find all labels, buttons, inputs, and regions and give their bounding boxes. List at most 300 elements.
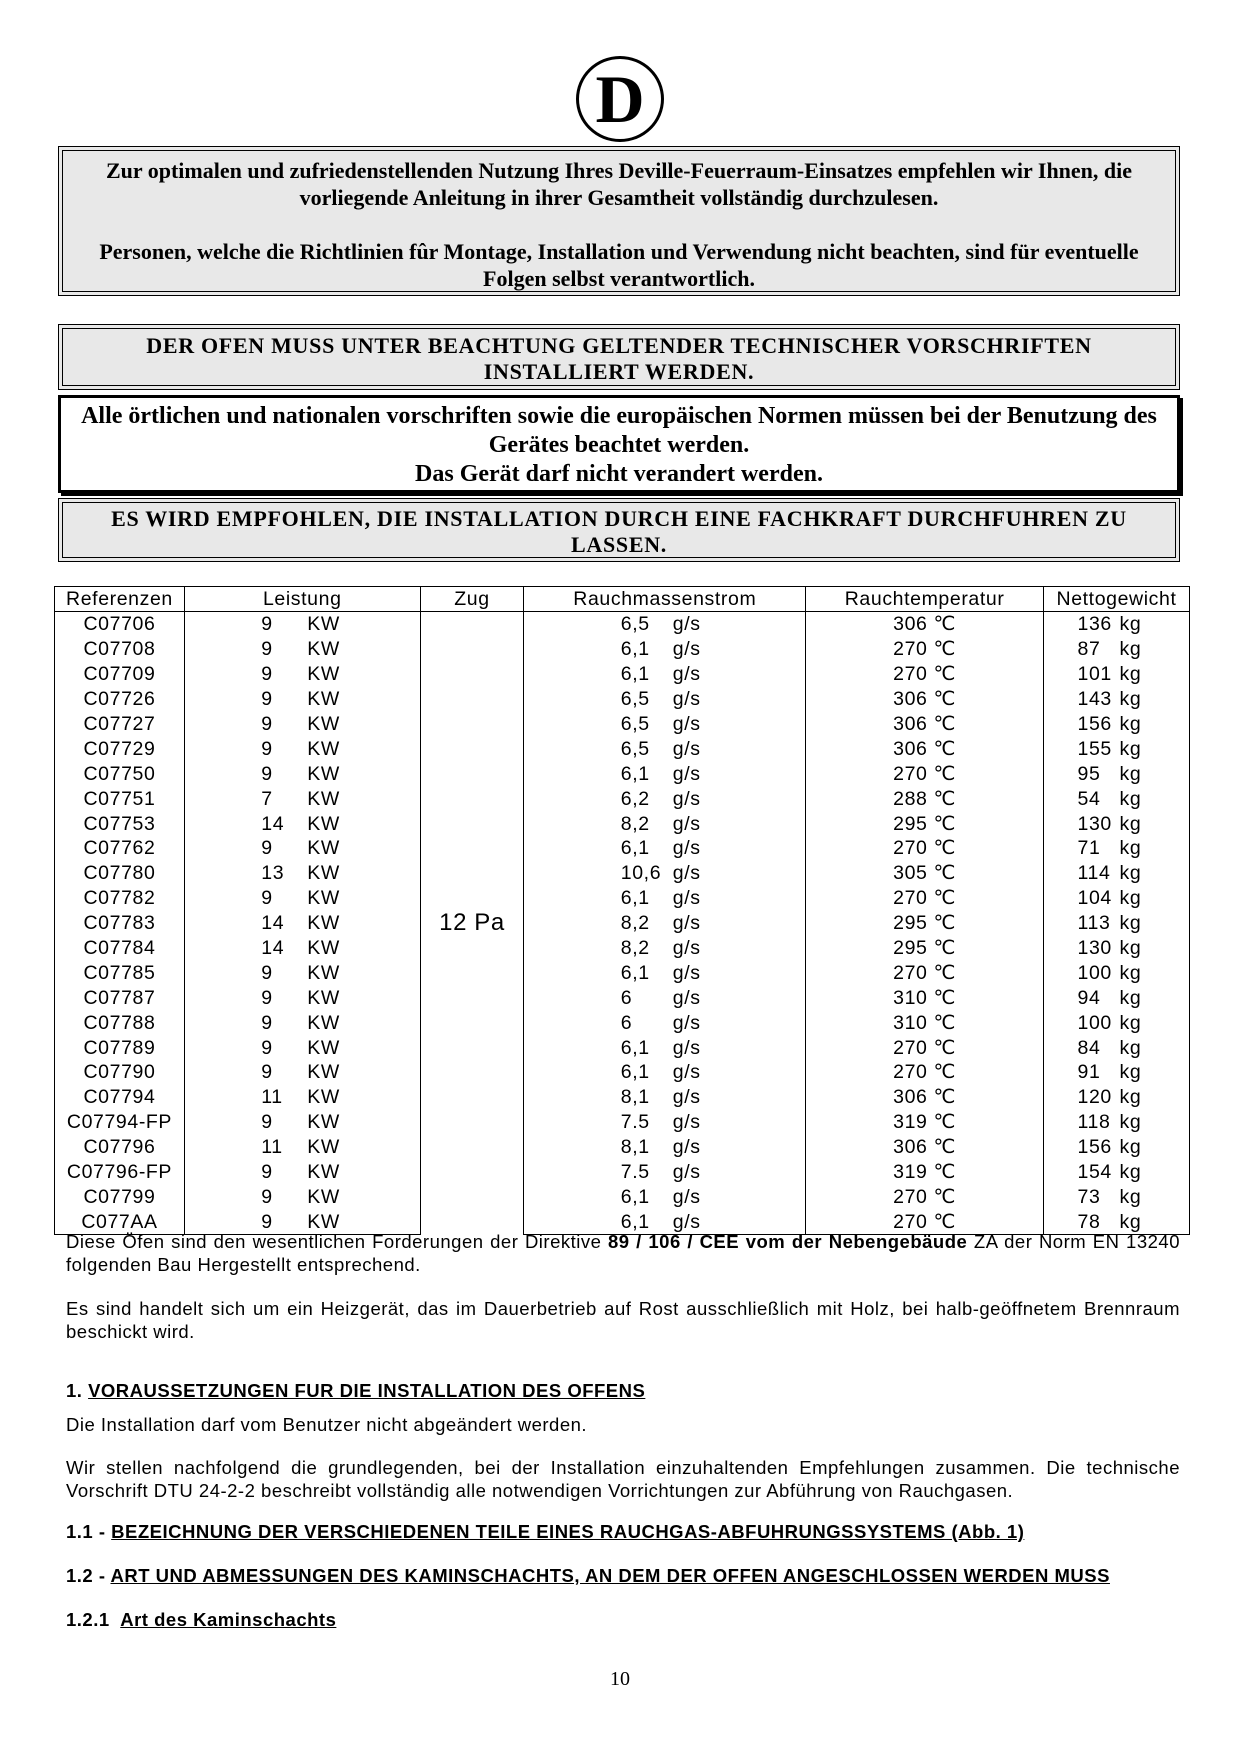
cell-flue-temperature: 270 ℃ <box>806 1184 1044 1209</box>
cell-net-weight-value: 156 <box>1077 1136 1112 1159</box>
header-net-weight: Nettogewicht <box>1044 587 1190 612</box>
cell-flue-temperature: 306 ℃ <box>806 1135 1044 1160</box>
cell-net-weight-value: 143 <box>1077 688 1112 711</box>
cell-flue-mass-flow <box>524 1060 806 1085</box>
table-row <box>55 1110 1190 1135</box>
cell-flue-mass-flow <box>524 736 806 761</box>
cell-flue-temperature: 270 ℃ <box>806 886 1044 911</box>
cell-power-unit: KW <box>307 1161 340 1184</box>
cell-net-weight-unit: kg <box>1119 1011 1142 1034</box>
table-row <box>55 811 1190 836</box>
table-row <box>55 612 1190 637</box>
cell-flue-mass-flow-value: 8,2 <box>620 812 650 835</box>
cell-net-weight <box>1044 886 1190 911</box>
cell-flue-temperature: 270 ℃ <box>806 836 1044 861</box>
cell-reference: C07790 <box>55 1060 185 1085</box>
cell-reference: C07788 <box>55 1010 185 1035</box>
cell-net-weight <box>1044 936 1190 961</box>
cell-flue-mass-flow <box>524 687 806 712</box>
cell-flue-mass-flow-unit: g/s <box>672 912 701 935</box>
section-1-1-heading <box>66 1520 1180 1543</box>
cell-flue-mass-flow <box>524 662 806 687</box>
cell-flue-mass-flow-value: 6,1 <box>620 762 650 785</box>
cell-power-value: 14 <box>261 812 285 835</box>
cell-flue-mass-flow <box>524 911 806 936</box>
cell-power <box>184 1160 420 1185</box>
cell-flue-mass-flow-value: 6,1 <box>620 887 650 910</box>
cell-flue-temperature: 319 ℃ <box>806 1160 1044 1185</box>
cell-power <box>184 1085 420 1110</box>
cell-net-weight <box>1044 637 1190 662</box>
cell-flue-mass-flow <box>524 1035 806 1060</box>
directive-paragraph <box>66 1230 1180 1276</box>
cell-power-unit: KW <box>307 762 340 785</box>
cell-flue-mass-flow-unit: g/s <box>672 762 701 785</box>
cell-power-value: 9 <box>261 1011 273 1034</box>
cell-flue-mass-flow-unit: g/s <box>672 862 701 885</box>
professional-warning <box>58 498 1180 562</box>
cell-reference: C07794-FP <box>55 1110 185 1135</box>
cell-net-weight <box>1044 1110 1190 1135</box>
header-references: Referenzen <box>55 587 185 612</box>
cell-flue-mass-flow-unit: g/s <box>672 812 701 835</box>
section-1-text-1-content: Die Installation darf vom Benutzer nicht abgeändert werden. <box>66 1414 588 1435</box>
cell-net-weight-value: 104 <box>1077 887 1112 910</box>
cell-net-weight-unit: kg <box>1119 1161 1142 1184</box>
cell-flue-mass-flow-unit: g/s <box>672 1061 701 1084</box>
cell-net-weight-value: 84 <box>1077 1036 1101 1059</box>
cell-power-value: 9 <box>261 986 273 1009</box>
professional-warning-text: ES WIRD EMPFOHLEN, DIE INSTALLATION DURCH EINE FACHKRAFT DURCHFUHREN ZU LASSEN. <box>111 506 1127 557</box>
cell-net-weight <box>1044 786 1190 811</box>
cell-power-unit: KW <box>307 986 340 1009</box>
cell-flue-mass-flow-value: 6,5 <box>620 737 650 760</box>
cell-power-value: 9 <box>261 1061 273 1084</box>
cell-flue-mass-flow-value: 6,1 <box>620 837 650 860</box>
cell-net-weight-unit: kg <box>1119 862 1142 885</box>
cell-power-value: 9 <box>261 1161 273 1184</box>
table-body <box>55 612 1190 1235</box>
cell-net-weight-unit: kg <box>1119 663 1142 686</box>
cell-power-unit: KW <box>307 887 340 910</box>
cell-net-weight <box>1044 861 1190 886</box>
cell-power <box>184 836 420 861</box>
table-row <box>55 712 1190 737</box>
cell-flue-mass-flow <box>524 836 806 861</box>
cell-power <box>184 1184 420 1209</box>
cell-flue-mass-flow-value: 8,1 <box>620 1136 650 1159</box>
cell-flue-mass-flow-value: 6,1 <box>620 961 650 984</box>
cell-flue-mass-flow <box>524 1184 806 1209</box>
cell-power-unit: KW <box>307 961 340 984</box>
cell-power-value: 9 <box>261 737 273 760</box>
section-1-1-title: BEZEICHNUNG DER VERSCHIEDENEN TEILE EINES RAUCHGAS-ABFUHRUNGSSYSTEMS (Abb. 1) <box>111 1521 1025 1542</box>
cell-power-unit: KW <box>307 1111 340 1134</box>
cell-flue-mass-flow-unit: g/s <box>672 713 701 735</box>
cell-power-value: 9 <box>261 1185 273 1208</box>
cell-net-weight <box>1044 985 1190 1010</box>
cell-power <box>184 1135 420 1160</box>
table-row <box>55 662 1190 687</box>
cell-flue-mass-flow-value: 6,5 <box>620 613 650 636</box>
cell-net-weight <box>1044 1035 1190 1060</box>
cell-net-weight-unit: kg <box>1119 1210 1142 1233</box>
table-row <box>55 1035 1190 1060</box>
cell-net-weight <box>1044 687 1190 712</box>
cell-flue-mass-flow-value: 6,2 <box>620 787 650 810</box>
section-1-1-number: 1.1 - <box>66 1521 106 1542</box>
cell-reference: C07727 <box>55 712 185 737</box>
cell-net-weight-value: 118 <box>1077 1111 1111 1134</box>
table-row <box>55 1184 1190 1209</box>
cell-flue-mass-flow-value: 6,1 <box>620 1061 650 1084</box>
cell-flue-mass-flow <box>524 1010 806 1035</box>
header-flue-mass-flow: Rauchmassenstrom <box>524 587 806 612</box>
cell-power-unit: KW <box>307 1210 340 1233</box>
cell-flue-mass-flow-unit: g/s <box>672 1111 701 1134</box>
cell-net-weight <box>1044 1160 1190 1185</box>
cell-flue-mass-flow <box>524 1110 806 1135</box>
cell-flue-temperature: 306 ℃ <box>806 712 1044 737</box>
cell-power-value: 9 <box>261 638 273 661</box>
cell-net-weight-unit: kg <box>1119 737 1142 760</box>
cell-net-weight-unit: kg <box>1119 986 1142 1009</box>
cell-net-weight-unit: kg <box>1119 937 1142 960</box>
section-1-2-title: ART UND ABMESSUNGEN DES KAMINSCHACHTS, AN DEM DER OFFEN ANGESCHLOSSEN WERDEN MUSS <box>110 1565 1110 1586</box>
cell-flue-mass-flow-unit: g/s <box>672 638 701 661</box>
cell-net-weight-unit: kg <box>1119 912 1142 935</box>
cell-net-weight-unit: kg <box>1119 1185 1142 1208</box>
cell-flue-mass-flow <box>524 612 806 637</box>
cell-net-weight-value: 73 <box>1077 1185 1101 1208</box>
cell-flue-mass-flow-value: 6,1 <box>620 1210 650 1233</box>
cell-reference: C07708 <box>55 637 185 662</box>
cell-net-weight <box>1044 911 1190 936</box>
cell-net-weight-value: 101 <box>1077 663 1112 686</box>
cell-power-unit: KW <box>307 1036 340 1059</box>
cell-flue-mass-flow-unit: g/s <box>672 1161 701 1184</box>
directive-text-before: Diese Öfen sind den wesentlichen Forderungen der Direktive <box>66 1231 608 1252</box>
cell-power <box>184 861 420 886</box>
cell-power <box>184 1060 420 1085</box>
cell-net-weight <box>1044 811 1190 836</box>
cell-flue-mass-flow-value: 6,1 <box>620 663 650 686</box>
installation-warning <box>58 324 1180 390</box>
cell-net-weight-value: 156 <box>1077 713 1112 735</box>
cell-net-weight-value: 100 <box>1077 961 1112 984</box>
cell-net-weight-value: 154 <box>1077 1161 1112 1184</box>
cell-flue-temperature: 295 ℃ <box>806 911 1044 936</box>
cell-flue-temperature: 295 ℃ <box>806 936 1044 961</box>
cell-net-weight-value: 78 <box>1077 1210 1101 1233</box>
section-1-2-number: 1.2 - <box>66 1565 106 1586</box>
cell-flue-temperature: 306 ℃ <box>806 612 1044 637</box>
cell-net-weight-value: 94 <box>1077 986 1101 1009</box>
cell-flue-temperature: 310 ℃ <box>806 1010 1044 1035</box>
cell-net-weight-unit: kg <box>1119 837 1142 860</box>
cell-net-weight <box>1044 1085 1190 1110</box>
cell-net-weight-unit: kg <box>1119 1061 1142 1084</box>
cell-flue-temperature: 270 ℃ <box>806 1209 1044 1234</box>
cell-power-unit: KW <box>307 737 340 760</box>
cell-reference: C07789 <box>55 1035 185 1060</box>
cell-power-value: 9 <box>261 961 273 984</box>
cell-flue-mass-flow <box>524 886 806 911</box>
section-1-2-1-title: Art des Kaminschachts <box>120 1609 337 1630</box>
table-row <box>55 1135 1190 1160</box>
cell-power <box>184 662 420 687</box>
cell-reference: C07784 <box>55 936 185 961</box>
table-row <box>55 911 1190 936</box>
cell-flue-temperature: 288 ℃ <box>806 786 1044 811</box>
cell-flue-temperature: 305 ℃ <box>806 861 1044 886</box>
cell-flue-mass-flow-unit: g/s <box>672 1136 701 1159</box>
cell-net-weight-unit: kg <box>1119 713 1142 735</box>
cell-flue-mass-flow-value: 7.5 <box>620 1161 650 1184</box>
cell-power-unit: KW <box>307 1011 340 1034</box>
cell-power-unit: KW <box>307 613 340 636</box>
cell-reference: C07726 <box>55 687 185 712</box>
table-row <box>55 836 1190 861</box>
cell-flue-mass-flow-value: 8,2 <box>620 937 650 960</box>
cell-flue-mass-flow <box>524 936 806 961</box>
cell-net-weight-value: 120 <box>1077 1086 1112 1109</box>
cell-flue-temperature: 270 ℃ <box>806 662 1044 687</box>
cell-flue-temperature: 295 ℃ <box>806 811 1044 836</box>
cell-flue-mass-flow-value: 6 <box>620 986 633 1009</box>
directive-text-after: ZA der Norm EN 13240 folgenden Bau Hergestellt entsprechend. <box>66 1231 1180 1275</box>
cell-power <box>184 936 420 961</box>
norms-line-1: Alle örtlichen und nationalen vorschriften sowie die europäischen Normen müssen bei der Benutzung des Gerätes beachtet werden. <box>81 403 1157 458</box>
cell-flue-mass-flow <box>524 786 806 811</box>
table-row <box>55 1085 1190 1110</box>
cell-power-value: 7 <box>261 787 273 810</box>
table-row <box>55 687 1190 712</box>
cell-power-value: 9 <box>261 713 273 735</box>
cell-net-weight-value: 130 <box>1077 937 1112 960</box>
cell-flue-temperature: 270 ℃ <box>806 1060 1044 1085</box>
cell-net-weight <box>1044 712 1190 737</box>
cell-net-weight-unit: kg <box>1119 762 1142 785</box>
cell-power-unit: KW <box>307 638 340 661</box>
cell-power-unit: KW <box>307 1136 340 1159</box>
cell-net-weight-unit: kg <box>1119 613 1142 636</box>
cell-flue-mass-flow <box>524 712 806 737</box>
cell-net-weight-unit: kg <box>1119 638 1142 661</box>
cell-flue-mass-flow-value: 6,1 <box>620 638 650 661</box>
cell-power <box>184 761 420 786</box>
cell-power <box>184 985 420 1010</box>
cell-flue-mass-flow <box>524 1160 806 1185</box>
section-1-heading <box>66 1379 1180 1402</box>
cell-reference: C07787 <box>55 985 185 1010</box>
cell-power-value: 9 <box>261 1111 273 1134</box>
cell-net-weight-unit: kg <box>1119 688 1142 711</box>
cell-flue-temperature: 310 ℃ <box>806 985 1044 1010</box>
cell-power-value: 9 <box>261 688 273 711</box>
table-row <box>55 861 1190 886</box>
cell-flue-mass-flow-unit: g/s <box>672 787 701 810</box>
cell-flue-mass-flow <box>524 1135 806 1160</box>
header-flue-temperature: Rauchtemperatur <box>806 587 1044 612</box>
cell-net-weight <box>1044 1184 1190 1209</box>
cell-net-weight-value: 136 <box>1077 613 1112 636</box>
intro-paragraph-2: Personen, welche die Richtlinien fûr Montage, Installation und Verwendung nicht beachten, sind für eventuelle Folgen selbst verantwortlich. <box>99 239 1139 291</box>
section-1-text-1 <box>66 1413 1180 1436</box>
cell-power-unit: KW <box>307 812 340 835</box>
cell-flue-mass-flow <box>524 985 806 1010</box>
cell-power <box>184 612 420 637</box>
header-power: Leistung <box>184 587 420 612</box>
cell-power-value: 14 <box>261 937 285 960</box>
table-row <box>55 1010 1190 1035</box>
cell-power <box>184 1010 420 1035</box>
cell-power-value: 9 <box>261 1210 273 1233</box>
table-row <box>55 736 1190 761</box>
cell-flue-temperature: 306 ℃ <box>806 1085 1044 1110</box>
cell-flue-mass-flow-unit: g/s <box>672 663 701 686</box>
cell-power <box>184 911 420 936</box>
usage-text: Es sind handelt sich um ein Heizgerät, das im Dauerbetrieb auf Rost ausschließlich mit Holz, bei halb-geöffnetem Brennraum beschickt wird. <box>66 1298 1180 1342</box>
cell-power <box>184 811 420 836</box>
page-number: 10 <box>610 1668 630 1690</box>
usage-paragraph <box>66 1297 1180 1343</box>
cell-power-unit: KW <box>307 937 340 960</box>
intro-paragraph-1: Zur optimalen und zufriedenstellenden Nutzung Ihres Deville-Feuerraum-Einsatzes empfehlen wir Ihnen, die vorliegende Anleitung in ihrer Gesamtheit vollständig durchzulesen. <box>105 158 1133 210</box>
cell-power <box>184 1110 420 1135</box>
norms-line-2: Das Gerät darf nicht verandert werden. <box>415 461 823 487</box>
cell-net-weight-value: 100 <box>1077 1011 1112 1034</box>
cell-reference: C077AA <box>55 1209 185 1234</box>
cell-flue-mass-flow-unit: g/s <box>672 837 701 860</box>
cell-flue-mass-flow <box>524 861 806 886</box>
table-row <box>55 786 1190 811</box>
cell-reference: C07796 <box>55 1135 185 1160</box>
section-1-text-2 <box>66 1456 1180 1502</box>
cell-power-value: 14 <box>261 912 285 935</box>
cell-net-weight-value: 54 <box>1077 787 1101 810</box>
cell-power-value: 9 <box>261 613 273 636</box>
cell-power-value: 11 <box>261 1086 283 1109</box>
table-row <box>55 637 1190 662</box>
cell-net-weight <box>1044 736 1190 761</box>
cell-power <box>184 886 420 911</box>
table-header-row <box>55 587 1190 612</box>
cell-flue-mass-flow-value: 6,5 <box>620 688 650 711</box>
cell-flue-temperature: 306 ℃ <box>806 736 1044 761</box>
cell-flue-mass-flow-unit: g/s <box>672 887 701 910</box>
cell-draft: 12 Pa <box>420 612 524 1235</box>
norms-notice <box>58 395 1180 493</box>
cell-flue-mass-flow-value: 10,6 <box>620 862 662 885</box>
cell-power-value: 9 <box>261 762 273 785</box>
table-row <box>55 1160 1190 1185</box>
directive-text-bold: 89 / 106 / CEE vom der Nebengebäude <box>608 1231 968 1252</box>
cell-power-unit: KW <box>307 713 340 735</box>
cell-power-value: 9 <box>261 1036 273 1059</box>
cell-reference: C07785 <box>55 960 185 985</box>
cell-flue-mass-flow-value: 6 <box>620 1011 633 1034</box>
cell-power-value: 9 <box>261 837 273 860</box>
table-row <box>55 1060 1190 1085</box>
section-1-text-2-content: Wir stellen nachfolgend die grundlegenden, bei der Installation einzuhaltenden Empfehlungen zusammen. Die technische Vorschrift DTU 24-2-2 beschreibt vollständig alle notwendigen Vorrichtungen zur Abführung von Rauchgasen. <box>66 1457 1180 1501</box>
cell-power-value: 13 <box>261 862 285 885</box>
cell-net-weight <box>1044 761 1190 786</box>
cell-net-weight-unit: kg <box>1119 812 1142 835</box>
cell-net-weight-unit: kg <box>1119 1111 1142 1134</box>
cell-net-weight-unit: kg <box>1119 961 1142 984</box>
cell-power <box>184 1035 420 1060</box>
table-row <box>55 936 1190 961</box>
cell-flue-temperature: 319 ℃ <box>806 1110 1044 1135</box>
cell-flue-temperature: 270 ℃ <box>806 637 1044 662</box>
cell-net-weight <box>1044 1010 1190 1035</box>
cell-power-unit: KW <box>307 912 340 935</box>
cell-net-weight-value: 155 <box>1077 737 1112 760</box>
cell-reference: C07799 <box>55 1184 185 1209</box>
table-row <box>55 886 1190 911</box>
cell-power-unit: KW <box>307 1061 340 1084</box>
cell-flue-mass-flow <box>524 761 806 786</box>
cell-net-weight <box>1044 1135 1190 1160</box>
cell-flue-mass-flow-unit: g/s <box>672 1036 701 1059</box>
cell-flue-mass-flow-unit: g/s <box>672 937 701 960</box>
cell-power <box>184 712 420 737</box>
cell-net-weight-value: 95 <box>1077 762 1101 785</box>
cell-net-weight-value: 130 <box>1077 812 1112 835</box>
cell-net-weight-unit: kg <box>1119 887 1142 910</box>
cell-net-weight-unit: kg <box>1119 1136 1142 1159</box>
cell-net-weight <box>1044 1060 1190 1085</box>
cell-power-value: 9 <box>261 887 273 910</box>
section-1-number: 1. <box>66 1380 83 1401</box>
table-row <box>55 960 1190 985</box>
cell-flue-mass-flow-unit: g/s <box>672 1185 701 1208</box>
cell-flue-mass-flow-value: 8,1 <box>620 1086 650 1109</box>
table-row <box>55 985 1190 1010</box>
header-draft: Zug <box>420 587 524 612</box>
cell-flue-temperature: 270 ℃ <box>806 761 1044 786</box>
cell-reference: C07782 <box>55 886 185 911</box>
cell-power-unit: KW <box>307 862 340 885</box>
cell-flue-mass-flow <box>524 960 806 985</box>
cell-power-unit: KW <box>307 688 340 711</box>
cell-power <box>184 960 420 985</box>
cell-flue-temperature: 270 ℃ <box>806 1035 1044 1060</box>
table-row <box>55 761 1190 786</box>
cell-reference: C07796-FP <box>55 1160 185 1185</box>
cell-flue-mass-flow-value: 6,1 <box>620 1036 650 1059</box>
cell-flue-mass-flow-unit: g/s <box>672 613 701 636</box>
cell-net-weight-unit: kg <box>1119 1036 1142 1059</box>
cell-power <box>184 786 420 811</box>
cell-power-unit: KW <box>307 1086 340 1109</box>
cell-flue-mass-flow-unit: g/s <box>672 961 701 984</box>
section-1-2-1-number: 1.2.1 <box>66 1609 110 1630</box>
cell-net-weight <box>1044 836 1190 861</box>
cell-flue-mass-flow-value: 6,5 <box>620 713 650 735</box>
cell-power <box>184 687 420 712</box>
cell-reference: C07783 <box>55 911 185 936</box>
cell-flue-mass-flow-value: 8,2 <box>620 912 650 935</box>
cell-net-weight-value: 71 <box>1077 837 1101 860</box>
cell-flue-mass-flow-value: 6,1 <box>620 1185 650 1208</box>
cell-power-unit: KW <box>307 837 340 860</box>
specifications-table <box>54 586 1190 1235</box>
cell-power <box>184 736 420 761</box>
cell-flue-temperature: 270 ℃ <box>806 960 1044 985</box>
cell-net-weight-value: 113 <box>1077 912 1111 935</box>
